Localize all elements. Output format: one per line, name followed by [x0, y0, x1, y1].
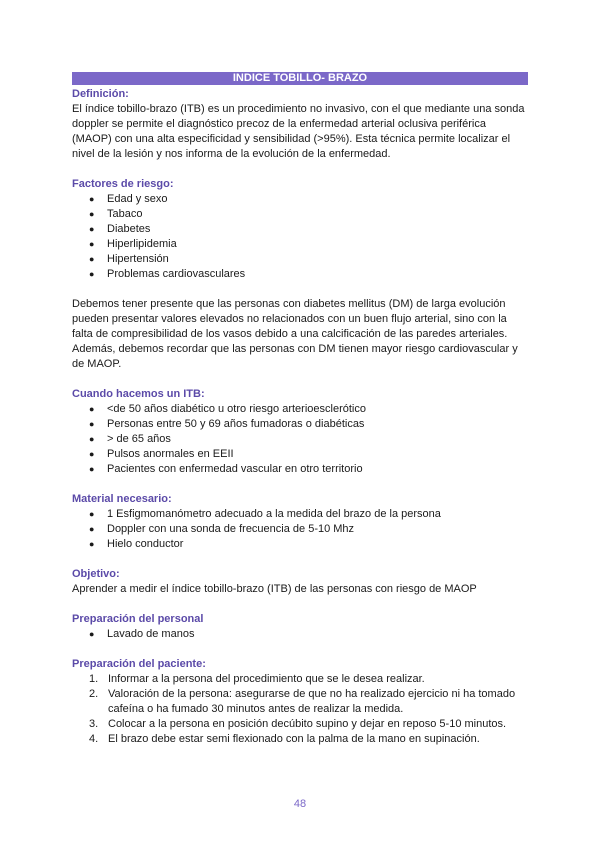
- paciente-heading: Preparación del paciente:: [72, 658, 206, 670]
- bullet-icon: ●: [89, 524, 95, 534]
- cuando-list: [72, 402, 528, 477]
- list-item: ● Problemas cardiovasculares: [89, 268, 246, 280]
- bullet-icon: ●: [89, 449, 95, 459]
- material-list: [72, 507, 528, 552]
- bullet-icon: ●: [89, 404, 95, 414]
- list-item: ● <de 50 años diabético u otro riesgo arterioesclerótico: [89, 403, 366, 415]
- factores-list: [72, 192, 528, 282]
- bullet-icon: ●: [89, 464, 95, 474]
- list-item: ● 1 Esfigmomanómetro adecuado a la medida del brazo de la persona: [89, 508, 441, 520]
- list-item: ● Diabetes: [89, 223, 151, 235]
- bullet-icon: ●: [89, 269, 95, 279]
- bullet-icon: ●: [89, 194, 95, 204]
- bullet-icon: ●: [89, 419, 95, 429]
- list-item: ● Hiperlipidemia: [89, 238, 177, 250]
- list-item: ● Hipertensión: [89, 253, 169, 265]
- list-item: ● Hielo conductor: [89, 538, 184, 550]
- factores-heading: Factores de riesgo:: [72, 178, 174, 190]
- bullet-icon: ●: [89, 509, 95, 519]
- list-item: 3. Colocar a la persona en posición decúbito supino y dejar en reposo 5-10 minutos.: [89, 718, 507, 730]
- list-item: ● Edad y sexo: [89, 193, 168, 205]
- paciente-list: [72, 672, 528, 747]
- bullet-icon: ●: [89, 224, 95, 234]
- list-item: 1. Informar a la persona del procedimiento que se le desea realizar.: [89, 673, 425, 685]
- bullet-icon: ●: [89, 239, 95, 249]
- page-number: 48: [293, 798, 307, 810]
- document-title: INDICE TOBILLO- BRAZO: [72, 72, 528, 85]
- objetivo-text: Aprender a medir el índice tobillo-brazo (ITB) de las personas con riesgo de MAOP: [72, 583, 477, 595]
- personal-list: [72, 627, 528, 642]
- list-item: ● Tabaco: [89, 208, 143, 220]
- bullet-icon: ●: [89, 254, 95, 264]
- bullet-icon: ●: [89, 629, 95, 639]
- objetivo-heading: Objetivo:: [72, 568, 120, 580]
- list-item: ● > de 65 años: [89, 433, 171, 445]
- material-heading: Material necesario:: [72, 493, 172, 505]
- list-item: ● Doppler con una sonda de frecuencia de 5-10 Mhz: [89, 523, 355, 535]
- document-page: [72, 72, 528, 747]
- bullet-icon: ●: [89, 434, 95, 444]
- diabetes-paragraph: Debemos tener presente que las personas con diabetes mellitus (DM) de larga evolución pueden presentar valores elevados no relacionados con un buen flujo arterial, sino con la falta de compresibilidad de los vasos debido a una calcificación de las paredes arteriales. Además, debemos recordar que las personas con DM tienen mayor riesgo cardiovascular y de MAOP.: [72, 298, 518, 370]
- bullet-icon: ●: [89, 539, 95, 549]
- list-item: 4. El brazo debe estar semi flexionado con la palma de la mano en supinación.: [89, 733, 480, 745]
- personal-heading: Preparación del personal: [72, 613, 204, 625]
- bullet-icon: ●: [89, 209, 95, 219]
- list-item: ● Lavado de manos: [89, 628, 195, 640]
- cuando-heading: Cuando hacemos un ITB:: [72, 388, 205, 400]
- list-item: 2. Valoración de la persona: asegurarse de que no ha realizado ejercicio ni ha tomado cafeína o ha fumado 30 minutos antes de realizar la medida.: [89, 688, 516, 715]
- list-item: ● Personas entre 50 y 69 años fumadoras o diabéticas: [89, 418, 365, 430]
- list-item: ● Pacientes con enfermedad vascular en otro territorio: [89, 463, 363, 475]
- definicion-text: El índice tobillo-brazo (ITB) es un procedimiento no invasivo, con el que mediante una sonda doppler se permite el diagnóstico precoz de la enfermedad arterial oclusiva periférica (MAOP) con una alta especificidad y sensibilidad (>95%). Esta técnica permite localizar el nivel de la lesión y nos informa de la evolución de la enfermedad.: [72, 103, 525, 160]
- list-item: ● Pulsos anormales en EEII: [89, 448, 234, 460]
- definicion-heading: Definición:: [72, 88, 129, 100]
